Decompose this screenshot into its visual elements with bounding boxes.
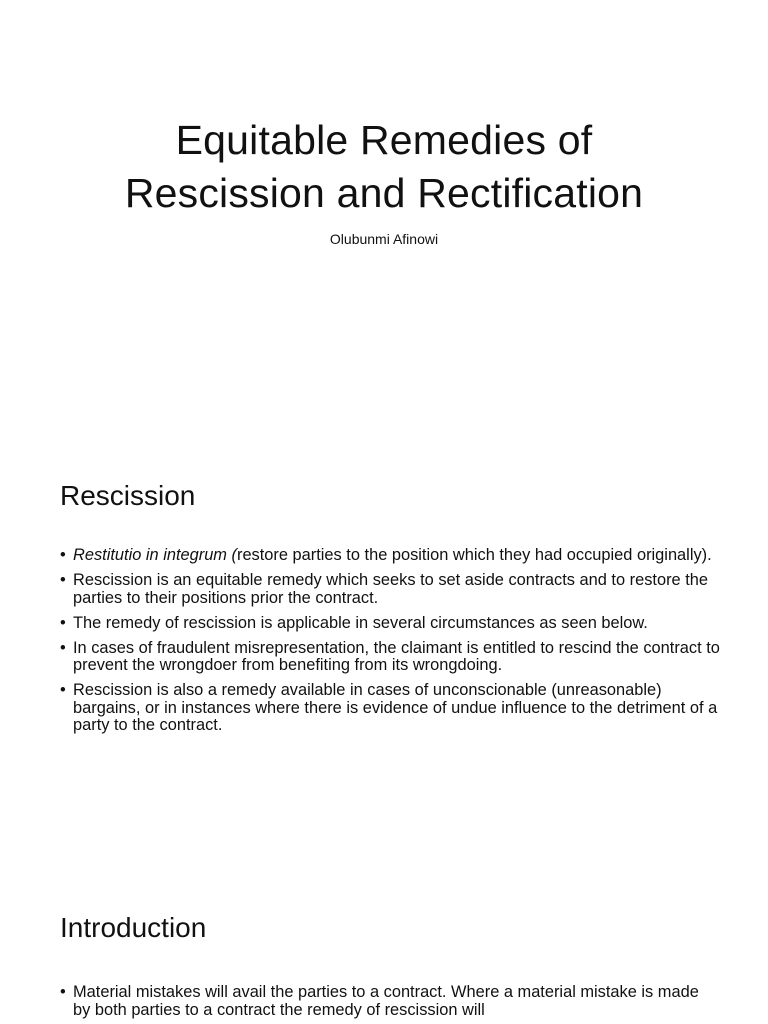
bullet-text: restore parties to the position which they had occupied originally). <box>236 546 712 564</box>
bullet-item <box>60 640 720 675</box>
bullet-icon: • <box>60 613 66 632</box>
latin-phrase: Restitutio in integrum ( <box>73 546 237 564</box>
title-line-1: Equitable Remedies of <box>175 117 593 163</box>
bullet-icon: • <box>60 546 66 564</box>
bullet-text: Rescission is also a remedy available in cases of unconscionable (unreasonable) bargains, or in instances where there is evidence of undue influence to the detriment of a party to the contract. <box>73 681 718 734</box>
section-heading-rescission: Rescission <box>60 480 196 511</box>
bullet-item <box>60 984 720 1019</box>
bullet-text: Rescission is an equitable remedy which seeks to set aside contracts and to restore the parties to their positions prior the contract. <box>73 571 709 607</box>
title-line-2: Rescission and Rectification <box>124 170 644 216</box>
bullet-text: The remedy of rescission is applicable in several circumstances as seen below. <box>73 613 648 632</box>
bullet-item <box>60 547 720 565</box>
bullet-icon: • <box>60 638 66 657</box>
bullet-item <box>60 615 720 633</box>
bullet-text: In cases of fraudulent misrepresentation, the claimant is entitled to rescind the contract to prevent the wrongdoer from benefiting from its wrongdoing. <box>73 638 720 674</box>
rescission-slide <box>0 432 768 864</box>
introduction-slide <box>0 864 768 1024</box>
bullet-icon: • <box>60 983 66 1001</box>
bullet-item <box>60 682 720 735</box>
bullet-icon: • <box>60 571 66 589</box>
bullet-text: Material mistakes will avail the parties to a contract. Where a material mistake is made by both parties to a contract the remedy of rescission will <box>73 983 699 1019</box>
bullet-icon: • <box>60 681 66 699</box>
presentation-title <box>0 114 768 220</box>
section-heading-introduction: Introduction <box>60 912 207 943</box>
title-slide <box>0 0 768 432</box>
introduction-bullet-list <box>60 984 720 1024</box>
author-name: Olubunmi Afinowi <box>329 231 439 247</box>
bullet-item <box>60 572 720 607</box>
rescission-bullet-list <box>60 547 720 742</box>
